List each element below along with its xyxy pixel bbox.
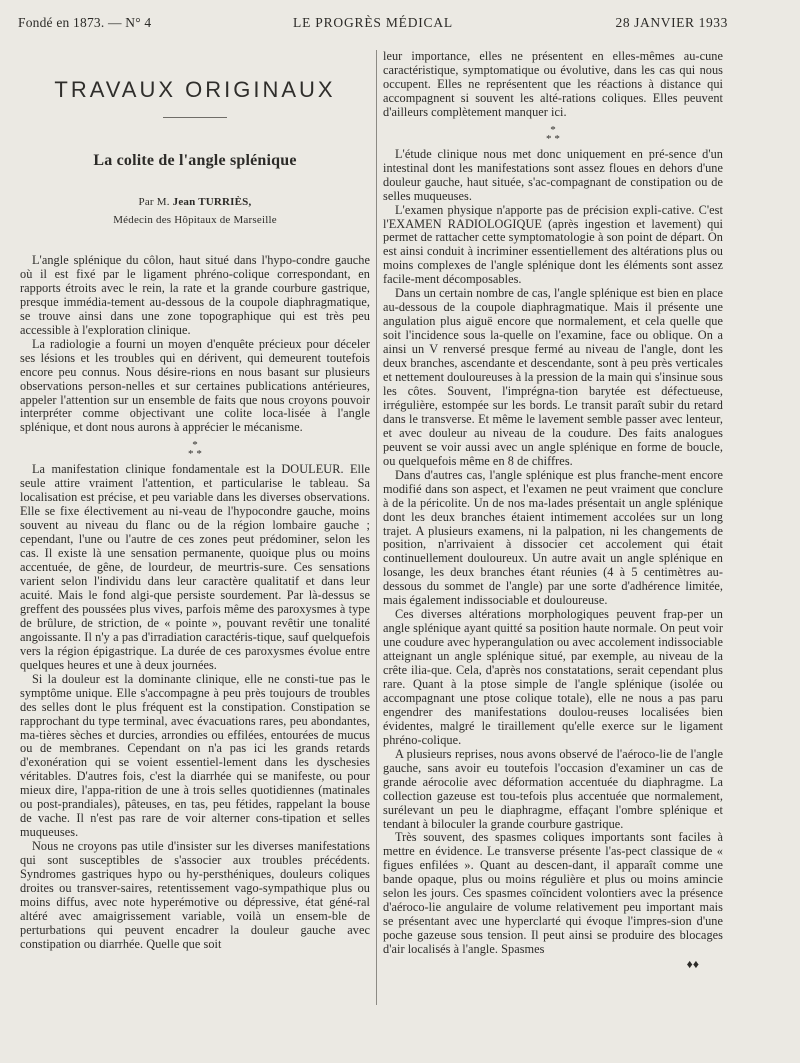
asterism: * * *: [546, 123, 560, 145]
asterism: * * *: [188, 439, 202, 461]
paragraph: La radiologie a fourni un moyen d'enquête précieux pour déceler ses lésions et les troubles qui en dérivent, qui demeurent toutefois encore peu connus. Nous désire-rions en nous basant sur plusieurs observations person-nelles et sur certaines publications antérieures, appeler l'attention sur un ensemble de faits que nous croyons pouvoir interpréter comme objectivant une colite loca-lisée à l'angle splénique, et dont nous aurons à apprécier le mécanisme.: [20, 336, 370, 435]
paragraph: Ces diverses altérations morphologiques peuvent frap-per un angle splénique ayant quitté sa position haute normale. On peut voir une coudure avec hyperangulation ou avec accolement indissociable atteignant un angle splénique situé, par exemple, au niveau de la crête ilia-que. Cela, d'après nos constatations, serait cependant plus rare. Quant à la ptose simple de l'angle splénique (isolée ou accompagnant une ptose colique totale), elle ne nous a pas paru engendrer des manifestations doulou-reuses localisées bien évidentes, malgré le tiraillement qu'elle exerce sur le ligament phréno-colique.: [383, 607, 723, 747]
paragraph: Nous ne croyons pas utile d'insister sur les diverses manifestations qui sont susceptibles de s'associer aux troubles précédents. Syndromes gastriques hypo ou hy-persthéniques, douleurs coliques droites ou transver-saires, retentissement vago-sympathique plus ou moins diffus, avec note hyperémotive ou dépressive, état géné-ral altéré avec amaigrissement variable, voilà un ensem-ble de perturbations qui peuvent encadrer la douleur gauche avec constipation ou diarrhée. Quelle que soit: [20, 839, 370, 951]
paragraph: La manifestation clinique fondamentale est la DOULEUR. Elle seule attire vraiment l'attention, et particularise le tableau. Sa localisation est précise, et peu variable dans les diverses observations. Elle se fixe électivement au ni-veau de l'hypocondre gauche, moins souvent au niveau du flanc ou de la région lombaire gauche ; cependant, l'une ou l'autre de ces zones peut prédominer, selon les cas. Il existe là une sensation permanente, quoique plus ou moins accentuée, de gêne, de lourdeur, de meurtris-sure. Ces sensations varient selon l'individu dans leur caractère qualitatif et dans leur acuité. Mais le fond algi-que persiste sourdement. Par là-dessus se greffent des poussées plus vives, parfois même des paroxysmes à type de brûlure, de striction, de « pointe », pouvant revêtir une tonalité angoissante. Il n'y a pas d'irradiation caractéris-tique, sauf quelquefois vers la région épigastrique. La durée de ces paroxysmes évolue entre quelques heures et une à deux journées.: [20, 462, 370, 672]
running-head: [18, 15, 728, 35]
paragraph: Dans un certain nombre de cas, l'angle splénique est bien en place au-dessous de la coupole diaphragmatique. Mais il présente une angulation plus aiguë encore que normalement, et cela quelle que soit l'incidence sous la-quelle on l'examine, face ou oblique. On a ainsi un V renversé presque fermé au niveau de l'angle, dont les deux branches, ascendante et descendante, sont à peu près verticales et nettement douloureuses à la pression de la main qui s'insinue sous les côtes. Souvent, l'imprégna-tion barytée est défectueuse, irrégulière, estompée sur les bords. Le transit paraît subir du retard dans le transverse. Et même le lavement semble passer avec lenteur, et avec douleur au niveau de la coudure. Des faits analogues peuvent se voir aussi avec un angle splénique en forme de boucle, ou quelquefois même en 8 de chiffres.: [383, 286, 724, 468]
paragraph: Si la douleur est la dominante clinique, elle ne consti-tue pas le symptôme unique. Elle s'accompagne à peu près toujours de troubles des selles dont le plus fréquent est la constipation. Constipation se rapprochant du type terminal, avec évacuations rares, peu abondantes, ma-tières sèches et durcies, arrondies ou effilées, entourées de mucus ou de membranes. Cependant on n'a pas ici les grands retards d'exonération qui se voient essentiel-lement dans les dyschesies véritables. D'autres fois, c'est la diarrhée qui se manifeste, ou pour mieux dire, l'appa-rition de une à trois selles quotidiennes (matinales ou post-prandiales), pâteuses, en tas, peu fétides, rappelant la bouse de vache. Il n'est pas rare de voir alterner cons-tipation et selles muqueuses.: [20, 671, 370, 840]
author-affiliation: Médecin des Hôpitaux de Marseille: [113, 214, 277, 226]
journal-title: LE PROGRÈS MÉDICAL: [293, 15, 453, 30]
paragraph: A plusieurs reprises, nous avons observé de l'aérоco-lie de l'angle gauche, sans avoir eu toutefois l'occasion d'examiner un cas de grande aérocolie avec déformation accentuée du diaphragme. La collection gazeuse est tou-tefois plus accentuée que normalement, surélevant un peu le diaphragme, effaçant l'ombre splénique et tendant à biloculer la grande courbure gastrique.: [383, 746, 723, 831]
article-title: La colite de l'angle splénique: [93, 152, 297, 169]
left-body: [20, 254, 370, 952]
end-mark: ♦♦: [686, 957, 699, 972]
left-column: [20, 55, 370, 952]
section-rule: [163, 117, 227, 118]
paragraph: L'angle splénique du côlon, haut situé dans l'hypo-condre gauche où il est fixé par le ligament phréno-colique correspondant, en rapports étroits avec le rein, la rate et la grande courbure gastrique, presque immédia-tement au-dessous de la coupole diaphragmatique, se trouve ainsi dans une zone topographique qui est très peu accessible à l'exploration clinique.: [20, 253, 370, 337]
author-name: Jean TURRIÈS,: [172, 196, 252, 208]
byline-prefix: Par M.: [138, 196, 170, 208]
issue-date: 28 JANVIER 1933: [615, 15, 728, 30]
byline: [20, 196, 370, 208]
right-column: [383, 50, 723, 971]
paragraph: Dans d'autres cas, l'angle splénique est plus franche-ment encore modifié dans son aspect, et l'examen ne peut vraiment que conclure à de la péricolite. Un de nos ma-lades présentait un angle splénique dont les deux branches étaient intimement accolées sur un long trajet. A plusieurs examens, ni la palpation, ni les changements de position, n'arrivaient à dissocier cet accolement qui était continuellement douloureux. Un autre avait un angle splénique en losange, les deux branches étant réunies (4 à 5 centimètres au-dessous du sommet de l'angle) par une sorte d'adhérence limitée, mais également indissociable et douloureuse.: [383, 467, 723, 608]
paragraph: leur importance, elles ne présentent en elles-mêmes au-cune caractéristique, symptomatique ou évolutive, dans les cas qui nous occupent. Elles ne représentent que les réactions à distance qui accompagnent si souvent les alté-rations coliques. Elles peuvent d'ailleurs complètement manquer ici.: [383, 49, 723, 119]
paragraph: Très souvent, des spasmes coliques importants sont faciles à mettre en évidence. Le transverse présente l'as-pect classique de « figues enfilées ». Quant au descen-dant, il apparaît comme une bande opaque, plus ou moins régulière et plus ou moins amincie selon les jours. Ces spasmes coïncident volontiers avec la présence d'aérоco-lie angulaire de volume relativement peu important mais se présentant avec une hyperclarté qui évoque l'impres-sion d'une poche gazeuse sous tension. Il peut ainsi se produire des blocages d'air localisés à l'angle. Spasmes: [383, 830, 723, 957]
right-body: [383, 50, 723, 971]
column-divider: [376, 50, 377, 1005]
section-heading: TRAVAUX ORIGINAUX: [54, 77, 336, 102]
paragraph: L'examen physique n'apporte pas de précision expli-cative. C'est l'EXAMEN RADIOLOGIQUE (après ingestion et lavement) qui permet de rattacher cette symptomatologie à son point de départ. On est ainsi conduit à incriminer essentiellement des altérations plus ou moins complexes de l'angle splénique dont les éléments sont assez facile-ment décomposables.: [383, 202, 723, 287]
paragraph: L'étude clinique nous met donc uniquement en pré-sence d'un intestinal dont les manifestations sont assez floues en dehors d'une douleur gauche, haut située, s'ac-compagnant de constipation ou de selles muqueuses.: [383, 146, 723, 203]
founding-note: Fondé en 1873. — N° 4: [18, 15, 152, 30]
